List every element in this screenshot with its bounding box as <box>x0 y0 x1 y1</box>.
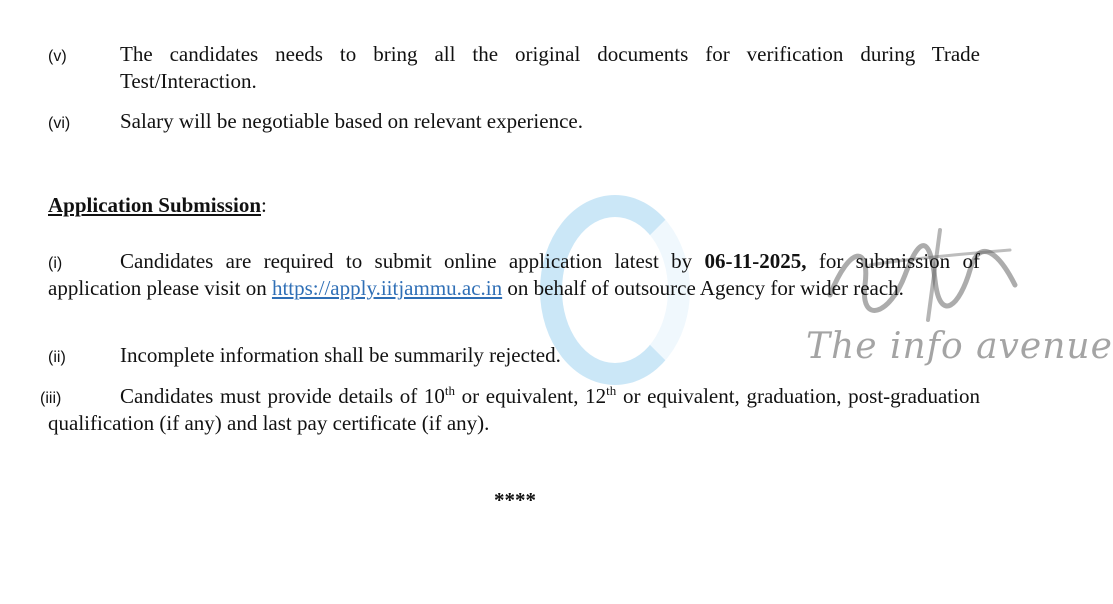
item-text: Salary will be negotiable based on relevant experience. <box>120 109 583 133</box>
text-segment: or equivalent, 12 <box>455 384 607 408</box>
item-text: Incomplete information shall be summarily rejected. <box>120 343 561 367</box>
text-segment: on behalf of outsource Agency for wider reach. <box>502 276 904 300</box>
item-number: (v) <box>48 48 67 65</box>
list-item <box>48 342 980 369</box>
end-mark: **** <box>494 488 536 512</box>
section-heading-colon: : <box>261 193 267 217</box>
superscript: th <box>606 383 617 398</box>
item-number: (vi) <box>48 115 71 132</box>
text-segment: Candidates are required to submit online application latest by <box>120 249 705 273</box>
text-segment: Candidates must provide details of 10 <box>120 384 445 408</box>
item-number: (iii) <box>40 390 62 407</box>
application-link[interactable]: https://apply.iitjammu.ac.in <box>271 276 503 300</box>
item-number: (ii) <box>48 349 66 366</box>
deadline-date: 06-11-2025, <box>704 249 807 273</box>
item-text: The candidates needs to bring all the original documents for verification during Trade Test/Interaction. <box>120 42 980 93</box>
item-text <box>48 383 980 437</box>
list-item <box>48 248 980 302</box>
list-item <box>40 383 980 437</box>
text-segment: or equivalent, graduation, post-graduation qualification (if any) and last pay certificate (if any). <box>48 384 980 435</box>
list-item <box>48 41 980 95</box>
superscript: th <box>444 383 455 398</box>
item-number: (i) <box>48 255 63 272</box>
list-item <box>48 108 980 135</box>
item-text <box>48 248 980 302</box>
section-heading <box>48 192 267 219</box>
section-heading-text: Application Submission <box>48 193 261 217</box>
text-segment: for submission of application please visit on <box>48 249 981 300</box>
watermark-tagline: The info avenue <box>806 326 1113 367</box>
